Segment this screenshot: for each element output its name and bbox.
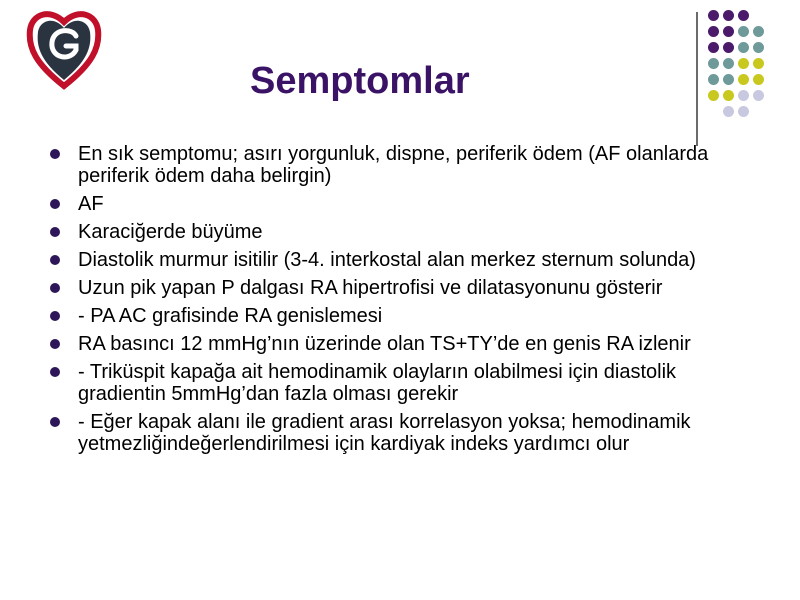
decor-dot — [723, 10, 734, 21]
list-item — [44, 361, 764, 405]
decor-dot — [708, 10, 719, 21]
decor-dot — [738, 42, 749, 53]
heart-g-logo — [26, 6, 102, 90]
bullet-text: Diastolik murmur isitilir (3-4. interkostal alan merkez sternum solunda) — [78, 249, 696, 271]
decor-dot — [753, 90, 764, 101]
bullet-icon — [50, 199, 60, 209]
bullet-icon — [50, 367, 60, 377]
bullet-text: - Triküspit kapağa ait hemodinamik olayların olabilmesi için diastolik gradientin 5mmHg’dan fazla olması gerekir — [78, 361, 677, 405]
decor-dot — [753, 42, 764, 53]
decor-dot — [753, 26, 764, 37]
list-item — [44, 143, 764, 187]
decor-dot — [738, 26, 749, 37]
decor-dot — [738, 58, 749, 69]
decor-dot — [753, 58, 764, 69]
decor-dot — [723, 90, 734, 101]
bullet-icon — [50, 283, 60, 293]
decor-dot — [708, 42, 719, 53]
decor-dot — [738, 106, 749, 117]
decor-dot — [708, 58, 719, 69]
slide-title: Semptomlar — [250, 60, 470, 102]
bullet-icon — [50, 255, 60, 265]
decor-dot — [723, 106, 734, 117]
decor-dot — [738, 10, 749, 21]
decor-dot — [738, 74, 749, 85]
decor-dot — [738, 90, 749, 101]
decor-dot — [708, 74, 719, 85]
list-item — [44, 277, 764, 299]
list-item — [44, 193, 764, 215]
bullet-icon — [50, 311, 60, 321]
bullet-text: - Eğer kapak alanı ile gradient arası korrelasyon yoksa; hemodinamik yetmezliğindeğerlendirilmesi için kardiyak indeks yardımcı olur — [78, 411, 691, 455]
decor-dot — [753, 74, 764, 85]
bullet-text: AF — [78, 193, 104, 215]
list-item — [44, 411, 764, 455]
decor-dot — [708, 90, 719, 101]
decor-dot — [723, 74, 734, 85]
list-item — [44, 249, 764, 271]
bullet-text: En sık semptomu; asırı yorgunluk, dispne, periferik ödem (AF olanlarda periferik ödem daha belirgin) — [78, 143, 709, 187]
decor-dot — [708, 26, 719, 37]
bullet-text: - PA AC grafisinde RA genislemesi — [78, 305, 383, 327]
bullet-list — [44, 143, 764, 461]
list-item — [44, 221, 764, 243]
bullet-text: RA basıncı 12 mmHg’nın üzerinde olan TS+TY’de en genis RA izlenir — [78, 333, 691, 355]
vertical-divider — [696, 12, 698, 146]
bullet-icon — [50, 339, 60, 349]
decor-dot — [723, 42, 734, 53]
decor-dot — [723, 58, 734, 69]
dot-grid-decoration — [708, 10, 788, 130]
bullet-icon — [50, 227, 60, 237]
bullet-text: Uzun pik yapan P dalgası RA hipertrofisi ve dilatasyonunu gösterir — [78, 277, 663, 299]
bullet-text: Karaciğerde büyüme — [78, 221, 263, 243]
list-item — [44, 305, 764, 327]
bullet-icon — [50, 149, 60, 159]
decor-dot — [723, 26, 734, 37]
list-item — [44, 333, 764, 355]
bullet-icon — [50, 417, 60, 427]
